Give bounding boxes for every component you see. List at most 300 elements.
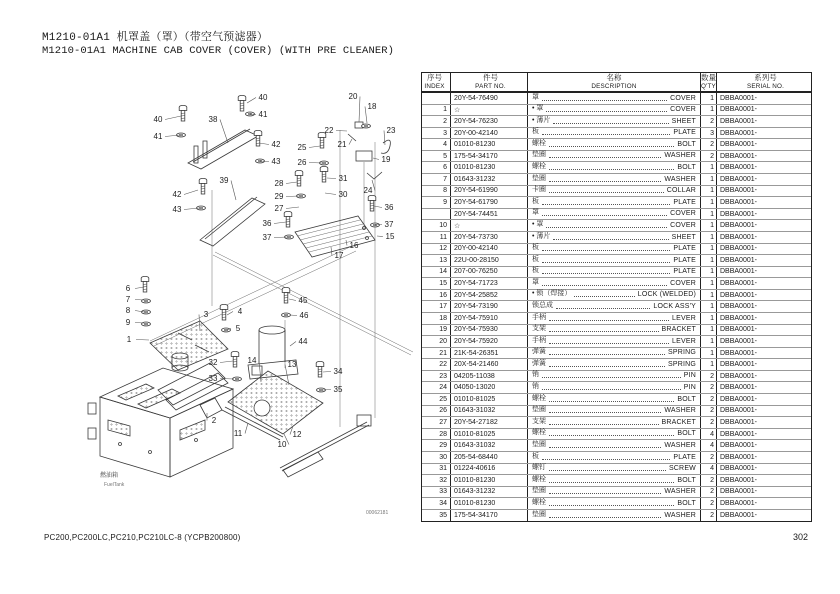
callout-23: 23 — [386, 126, 396, 135]
table-row — [422, 209, 811, 221]
dot-leader — [549, 192, 664, 193]
rail-39 — [200, 197, 265, 246]
rail-38 — [188, 129, 258, 169]
cell-serial: DBBA0001- — [716, 267, 811, 278]
cell-qty: 1 — [700, 197, 716, 208]
table-row — [422, 197, 811, 209]
cell-qty: 2 — [700, 394, 716, 405]
figure-number: 00062181 — [366, 510, 389, 516]
cell-qty: 1 — [700, 267, 716, 278]
cell-qty: 1 — [700, 162, 716, 173]
cell-qty: 2 — [700, 510, 716, 522]
cell-qty: 1 — [700, 301, 716, 312]
callout-3: 3 — [203, 310, 209, 319]
callout-38: 38 — [208, 115, 218, 124]
cell-index: 16 — [439, 291, 447, 299]
cell-qty: 2 — [700, 417, 716, 428]
cell-serial: DBBA0001- — [716, 232, 811, 243]
table-row — [422, 255, 811, 267]
cell-serial: DBBA0001- — [716, 255, 811, 266]
cell-index: 30 — [439, 453, 447, 461]
fuel-tank-label-en: FuelTank — [104, 482, 125, 488]
cell-index: 2 — [443, 117, 447, 125]
callout-12: 12 — [292, 430, 302, 439]
precleaner-mount-44 — [248, 326, 298, 379]
cell-serial: DBBA0001- — [716, 510, 811, 522]
callout-27: 27 — [274, 204, 284, 213]
table-row — [422, 139, 811, 151]
cell-part-no: 175-54-34170 — [450, 510, 527, 522]
cell-serial: DBBA0001- — [716, 174, 811, 185]
dot-leader — [549, 146, 674, 147]
table-row — [422, 498, 811, 510]
cell-qty: 2 — [700, 116, 716, 127]
table-row — [422, 325, 811, 337]
cell-qty: 1 — [700, 313, 716, 324]
cell-serial: DBBA0001- — [716, 429, 811, 440]
callout-8: 8 — [125, 306, 131, 315]
table-row — [422, 382, 811, 394]
table-row — [422, 475, 811, 487]
cell-part-no: 20Y-54-74451 — [450, 209, 527, 220]
cell-part-no: 01224-40616 — [450, 464, 527, 475]
cell-part-no: 20Y-54-75930 — [450, 325, 527, 336]
callout-35: 35 — [333, 385, 343, 394]
cell-index: 5 — [443, 152, 447, 160]
callout-32: 32 — [208, 358, 218, 367]
cell-part-no: ☆ — [450, 220, 527, 231]
cell-description: 销 PIN — [527, 382, 700, 393]
callout-34: 34 — [333, 367, 343, 376]
cell-part-no: 20Y-54-75920 — [450, 336, 527, 347]
callout-41: 41 — [153, 132, 163, 141]
table-row — [422, 93, 811, 105]
dot-leader — [542, 250, 670, 251]
callout-15: 15 — [385, 232, 395, 241]
cell-serial: DBBA0001- — [716, 116, 811, 127]
cell-qty: 2 — [700, 487, 716, 498]
dot-leader — [542, 285, 667, 286]
cell-index: 20 — [439, 337, 447, 345]
callout-14: 14 — [247, 356, 257, 365]
dot-leader — [553, 123, 668, 124]
cell-part-no: 01010-81025 — [450, 429, 527, 440]
table-row — [422, 174, 811, 186]
cell-part-no: 01643-31032 — [450, 406, 527, 417]
dot-leader — [546, 227, 667, 228]
cell-part-no: 175-54-34170 — [450, 151, 527, 162]
cell-qty: 1 — [700, 93, 716, 104]
cell-description: • 薄片 SHEET — [527, 232, 700, 243]
cell-part-no: 01010-81230 — [450, 162, 527, 173]
page-title — [42, 32, 394, 58]
table-row — [422, 220, 811, 232]
cell-serial: DBBA0001- — [716, 186, 811, 197]
callout-36: 36 — [384, 203, 394, 212]
table-row — [422, 440, 811, 452]
cell-index — [422, 209, 450, 220]
cell-description: 销 PIN — [527, 371, 700, 382]
cell-index: 28 — [439, 430, 447, 438]
cell-description: • 锁（焊接） LOCK (WELDED) — [527, 290, 700, 301]
dot-leader — [549, 424, 659, 425]
cell-qty: 4 — [700, 464, 716, 475]
cell-qty: 2 — [700, 475, 716, 486]
cell-serial: DBBA0001- — [716, 406, 811, 417]
callout-43: 43 — [172, 205, 182, 214]
table-row — [422, 359, 811, 371]
callout-40: 40 — [258, 93, 268, 102]
cell-part-no: 20Y-54-76230 — [450, 116, 527, 127]
cell-qty: 1 — [700, 105, 716, 116]
cell-description: 螺栓 BOLT — [527, 475, 700, 486]
cell-index: 12 — [439, 245, 447, 253]
callout-41: 41 — [258, 110, 268, 119]
table-row — [422, 151, 811, 163]
table-row — [422, 105, 811, 117]
cell-part-no: 20Y-54-61790 — [450, 197, 527, 208]
cell-qty: 2 — [700, 406, 716, 417]
cell-serial: DBBA0001- — [716, 498, 811, 509]
callout-37: 37 — [262, 233, 272, 242]
dot-leader — [574, 296, 634, 297]
cell-qty: 1 — [700, 290, 716, 301]
dot-leader — [542, 459, 670, 460]
cell-index: 22 — [439, 361, 447, 369]
cell-part-no: 20Y-00-42140 — [450, 244, 527, 255]
callout-4: 4 — [237, 307, 243, 316]
callout-40: 40 — [153, 115, 163, 124]
cell-qty: 1 — [700, 278, 716, 289]
table-row — [422, 452, 811, 464]
dot-leader — [542, 134, 670, 135]
callout-19: 19 — [381, 155, 391, 164]
cell-index: 26 — [439, 407, 447, 415]
cell-description: 板 PLATE — [527, 267, 700, 278]
cell-index: 9 — [443, 198, 447, 206]
cell-part-no: 20Y-54-76490 — [450, 93, 527, 104]
table-row — [422, 162, 811, 174]
dot-leader — [549, 169, 674, 170]
dot-leader — [549, 343, 669, 344]
callout-26: 26 — [297, 158, 307, 167]
cell-index: 23 — [439, 372, 447, 380]
cell-serial: DBBA0001- — [716, 197, 811, 208]
cell-serial: DBBA0001- — [716, 128, 811, 139]
table-row — [422, 186, 811, 198]
dot-leader — [549, 320, 669, 321]
cell-description: • 罩 COVER — [527, 105, 700, 116]
cell-description: 手柄 LEVER — [527, 336, 700, 347]
cell-description: 螺栓 BOLT — [527, 139, 700, 150]
dot-leader — [542, 262, 670, 263]
callout-16: 16 — [349, 241, 359, 250]
cell-qty: 2 — [700, 498, 716, 509]
cell-serial: DBBA0001- — [716, 348, 811, 359]
parts-table-body — [422, 93, 811, 521]
cell-description: 螺栓 BOLT — [527, 429, 700, 440]
table-row — [422, 244, 811, 256]
cell-description: 罩 COVER — [527, 93, 700, 104]
table-row — [422, 429, 811, 441]
cell-part-no: 01643-31232 — [450, 487, 527, 498]
cell-index: 29 — [439, 442, 447, 450]
cell-index: 14 — [439, 268, 447, 276]
cell-index: 11 — [439, 233, 447, 241]
cell-serial: DBBA0001- — [716, 336, 811, 347]
parts-table-header — [422, 73, 811, 93]
cell-index: 7 — [443, 175, 447, 183]
table-row — [422, 232, 811, 244]
cell-description: 罩 COVER — [527, 278, 700, 289]
cell-serial: DBBA0001- — [716, 220, 811, 231]
cell-description: 弹簧 SPRING — [527, 359, 700, 370]
cell-index — [422, 93, 450, 104]
callout-36: 36 — [262, 219, 272, 228]
callout-42: 42 — [271, 140, 281, 149]
table-row — [422, 301, 811, 313]
cell-index: 1 — [443, 106, 447, 114]
cell-index: 24 — [439, 384, 447, 392]
cell-description: 板 PLATE — [527, 244, 700, 255]
cell-part-no: 20Y-00-42140 — [450, 128, 527, 139]
callout-37: 37 — [384, 220, 394, 229]
dot-leader — [542, 204, 670, 205]
cell-part-no: 01010-81025 — [450, 394, 527, 405]
table-row — [422, 510, 811, 522]
cell-serial: DBBA0001- — [716, 290, 811, 301]
cell-qty: 2 — [700, 151, 716, 162]
cell-description: 卡圈 COLLAR — [527, 186, 700, 197]
cell-qty: 1 — [700, 359, 716, 370]
callout-21: 21 — [337, 140, 347, 149]
cell-description: 垫圈 WASHER — [527, 151, 700, 162]
cell-part-no: 01010-81230 — [450, 139, 527, 150]
cell-serial: DBBA0001- — [716, 475, 811, 486]
cell-description: 罩 COVER — [527, 209, 700, 220]
cell-qty: 1 — [700, 220, 716, 231]
dot-leader — [549, 505, 674, 506]
dot-leader — [549, 447, 661, 448]
table-row — [422, 290, 811, 302]
table-row — [422, 278, 811, 290]
cell-description: 垫圈 WASHER — [527, 174, 700, 185]
header-description: 名称 DESCRIPTION — [527, 73, 700, 91]
cell-description: 螺栓 BOLT — [527, 498, 700, 509]
cell-serial: DBBA0001- — [716, 371, 811, 382]
cell-serial: DBBA0001- — [716, 325, 811, 336]
callout-31: 31 — [338, 174, 348, 183]
cell-index: 3 — [443, 129, 447, 137]
cell-index: 32 — [439, 476, 447, 484]
dot-leader — [549, 181, 661, 182]
dot-leader — [553, 239, 668, 240]
cell-description: 螺栓 BOLT — [527, 394, 700, 405]
footer-models: PC200,PC200LC,PC210,PC210LC-8 (YCPB200800) — [44, 533, 241, 542]
dot-leader — [549, 366, 665, 367]
callout-39: 39 — [219, 176, 229, 185]
cell-serial: DBBA0001- — [716, 382, 811, 393]
dot-leader — [549, 354, 665, 355]
cell-index: 6 — [443, 164, 447, 172]
cell-description: 垫圈 WASHER — [527, 487, 700, 498]
table-row — [422, 406, 811, 418]
cell-part-no: 20Y-54-75910 — [450, 313, 527, 324]
callout-43: 43 — [271, 157, 281, 166]
cell-description: 垫圈 WASHER — [527, 406, 700, 417]
callout-20: 20 — [348, 92, 358, 101]
cell-index: 18 — [439, 314, 447, 322]
dot-leader — [542, 389, 681, 390]
cell-description: 支架 BRACKET — [527, 325, 700, 336]
exploded-parts-diagram — [32, 86, 428, 522]
cell-part-no: 01643-31232 — [450, 174, 527, 185]
callout-25: 25 — [297, 143, 307, 152]
cell-part-no: 205-54-68440 — [450, 452, 527, 463]
cell-description: 支架 BRACKET — [527, 417, 700, 428]
header-serial-no: 系列号 SERIAL NO. — [716, 73, 811, 91]
cell-index: 27 — [439, 418, 447, 426]
cell-part-no: 01010-81230 — [450, 498, 527, 509]
cell-index: 17 — [439, 303, 447, 311]
page-number: 302 — [792, 532, 808, 542]
cell-serial: DBBA0001- — [716, 394, 811, 405]
cell-qty: 1 — [700, 348, 716, 359]
dot-leader — [549, 435, 674, 436]
cell-qty: 4 — [700, 429, 716, 440]
cell-index: 4 — [443, 141, 447, 149]
cell-part-no: 20Y-54-73190 — [450, 301, 527, 312]
cell-qty: 1 — [700, 209, 716, 220]
cell-index: 33 — [439, 488, 447, 496]
cell-qty: 3 — [700, 128, 716, 139]
dot-leader — [542, 377, 681, 378]
cell-part-no: 22U-00-28150 — [450, 255, 527, 266]
fuel-tank-label-cn: 燃油箱 — [100, 473, 119, 479]
cell-serial: DBBA0001- — [716, 105, 811, 116]
cell-index: 8 — [443, 187, 447, 195]
callout-42: 42 — [172, 190, 182, 199]
cell-part-no: 04050-13020 — [450, 382, 527, 393]
cell-description: • 罩 COVER — [527, 220, 700, 231]
cell-description: 螺栓 BOLT — [527, 162, 700, 173]
cell-serial: DBBA0001- — [716, 151, 811, 162]
callout-29: 29 — [274, 192, 284, 201]
callout-5: 5 — [235, 324, 241, 333]
cell-qty: 1 — [700, 186, 716, 197]
cell-serial: DBBA0001- — [716, 209, 811, 220]
header-part-no: 件号 PART NO. — [450, 73, 527, 91]
cell-index: 21 — [439, 349, 447, 357]
cell-description: 螺钉 SCREW — [527, 464, 700, 475]
cell-qty: 1 — [700, 255, 716, 266]
cell-serial: DBBA0001- — [716, 464, 811, 475]
callout-13: 13 — [287, 360, 297, 369]
callout-45: 45 — [298, 296, 308, 305]
callout-28: 28 — [274, 179, 284, 188]
cell-qty: 4 — [700, 440, 716, 451]
dot-leader — [549, 482, 674, 483]
cell-part-no: 20Y-54-61990 — [450, 186, 527, 197]
page-title-en: M1210-01A1 MACHINE CAB COVER (COVER) (WITH PRE CLEANER) — [42, 45, 395, 57]
cell-index: 34 — [439, 500, 447, 508]
table-row — [422, 116, 811, 128]
cell-index: 19 — [439, 326, 447, 334]
callout-46: 46 — [299, 311, 309, 320]
cell-description: 垫圈 WASHER — [527, 510, 700, 522]
cell-part-no: 21K-54-26351 — [450, 348, 527, 359]
cell-qty: 2 — [700, 452, 716, 463]
callout-2: 2 — [211, 416, 217, 425]
callout-17: 17 — [334, 251, 344, 260]
table-row — [422, 336, 811, 348]
dot-leader — [556, 308, 650, 309]
callout-22: 22 — [324, 126, 334, 135]
cell-part-no: 20Y-54-25852 — [450, 290, 527, 301]
cell-description: 板 PLATE — [527, 255, 700, 266]
cell-serial: DBBA0001- — [716, 244, 811, 255]
cell-serial: DBBA0001- — [716, 452, 811, 463]
cell-serial: DBBA0001- — [716, 301, 811, 312]
dot-leader — [549, 517, 661, 518]
callout-9: 9 — [125, 318, 131, 327]
cell-qty: 1 — [700, 174, 716, 185]
table-row — [422, 394, 811, 406]
table-row — [422, 267, 811, 279]
callout-7: 7 — [125, 295, 131, 304]
cell-description: 板 PLATE — [527, 128, 700, 139]
table-row — [422, 464, 811, 476]
cell-serial: DBBA0001- — [716, 440, 811, 451]
cell-index: 31 — [439, 465, 447, 473]
cell-serial: DBBA0001- — [716, 139, 811, 150]
page-title-cn: M1210-01A1 机罩盖（罩）（带空气预滤器） — [42, 32, 269, 44]
cell-serial: DBBA0001- — [716, 162, 811, 173]
cell-serial: DBBA0001- — [716, 359, 811, 370]
table-row — [422, 128, 811, 140]
cell-qty: 2 — [700, 382, 716, 393]
cell-serial: DBBA0001- — [716, 417, 811, 428]
cell-qty: 1 — [700, 244, 716, 255]
cell-qty: 1 — [700, 336, 716, 347]
callout-44: 44 — [298, 337, 308, 346]
table-row — [422, 487, 811, 499]
dot-leader — [549, 401, 674, 402]
cell-qty: 1 — [700, 325, 716, 336]
callout-1: 1 — [126, 335, 132, 344]
cell-qty: 1 — [700, 232, 716, 243]
cell-part-no: 01010-81230 — [450, 475, 527, 486]
dot-leader — [546, 111, 667, 112]
parts-table — [421, 72, 812, 522]
dot-leader — [542, 215, 667, 216]
header-qty: 数量 Q'TY — [701, 73, 716, 90]
dot-leader — [549, 412, 661, 413]
table-row — [422, 348, 811, 360]
cell-qty: 2 — [700, 371, 716, 382]
callout-10: 10 — [277, 440, 287, 449]
callout-30: 30 — [338, 190, 348, 199]
cell-description: 锁总成 LOCK ASS'Y — [527, 301, 700, 312]
cell-description: 垫圈 WASHER — [527, 440, 700, 451]
callout-24: 24 — [363, 186, 373, 195]
cell-index: 15 — [439, 280, 447, 288]
cell-part-no: 01643-31032 — [450, 440, 527, 451]
cell-serial: DBBA0001- — [716, 93, 811, 104]
cell-description: • 薄片 SHEET — [527, 116, 700, 127]
table-row — [422, 417, 811, 429]
cell-description: 板 PLATE — [527, 452, 700, 463]
